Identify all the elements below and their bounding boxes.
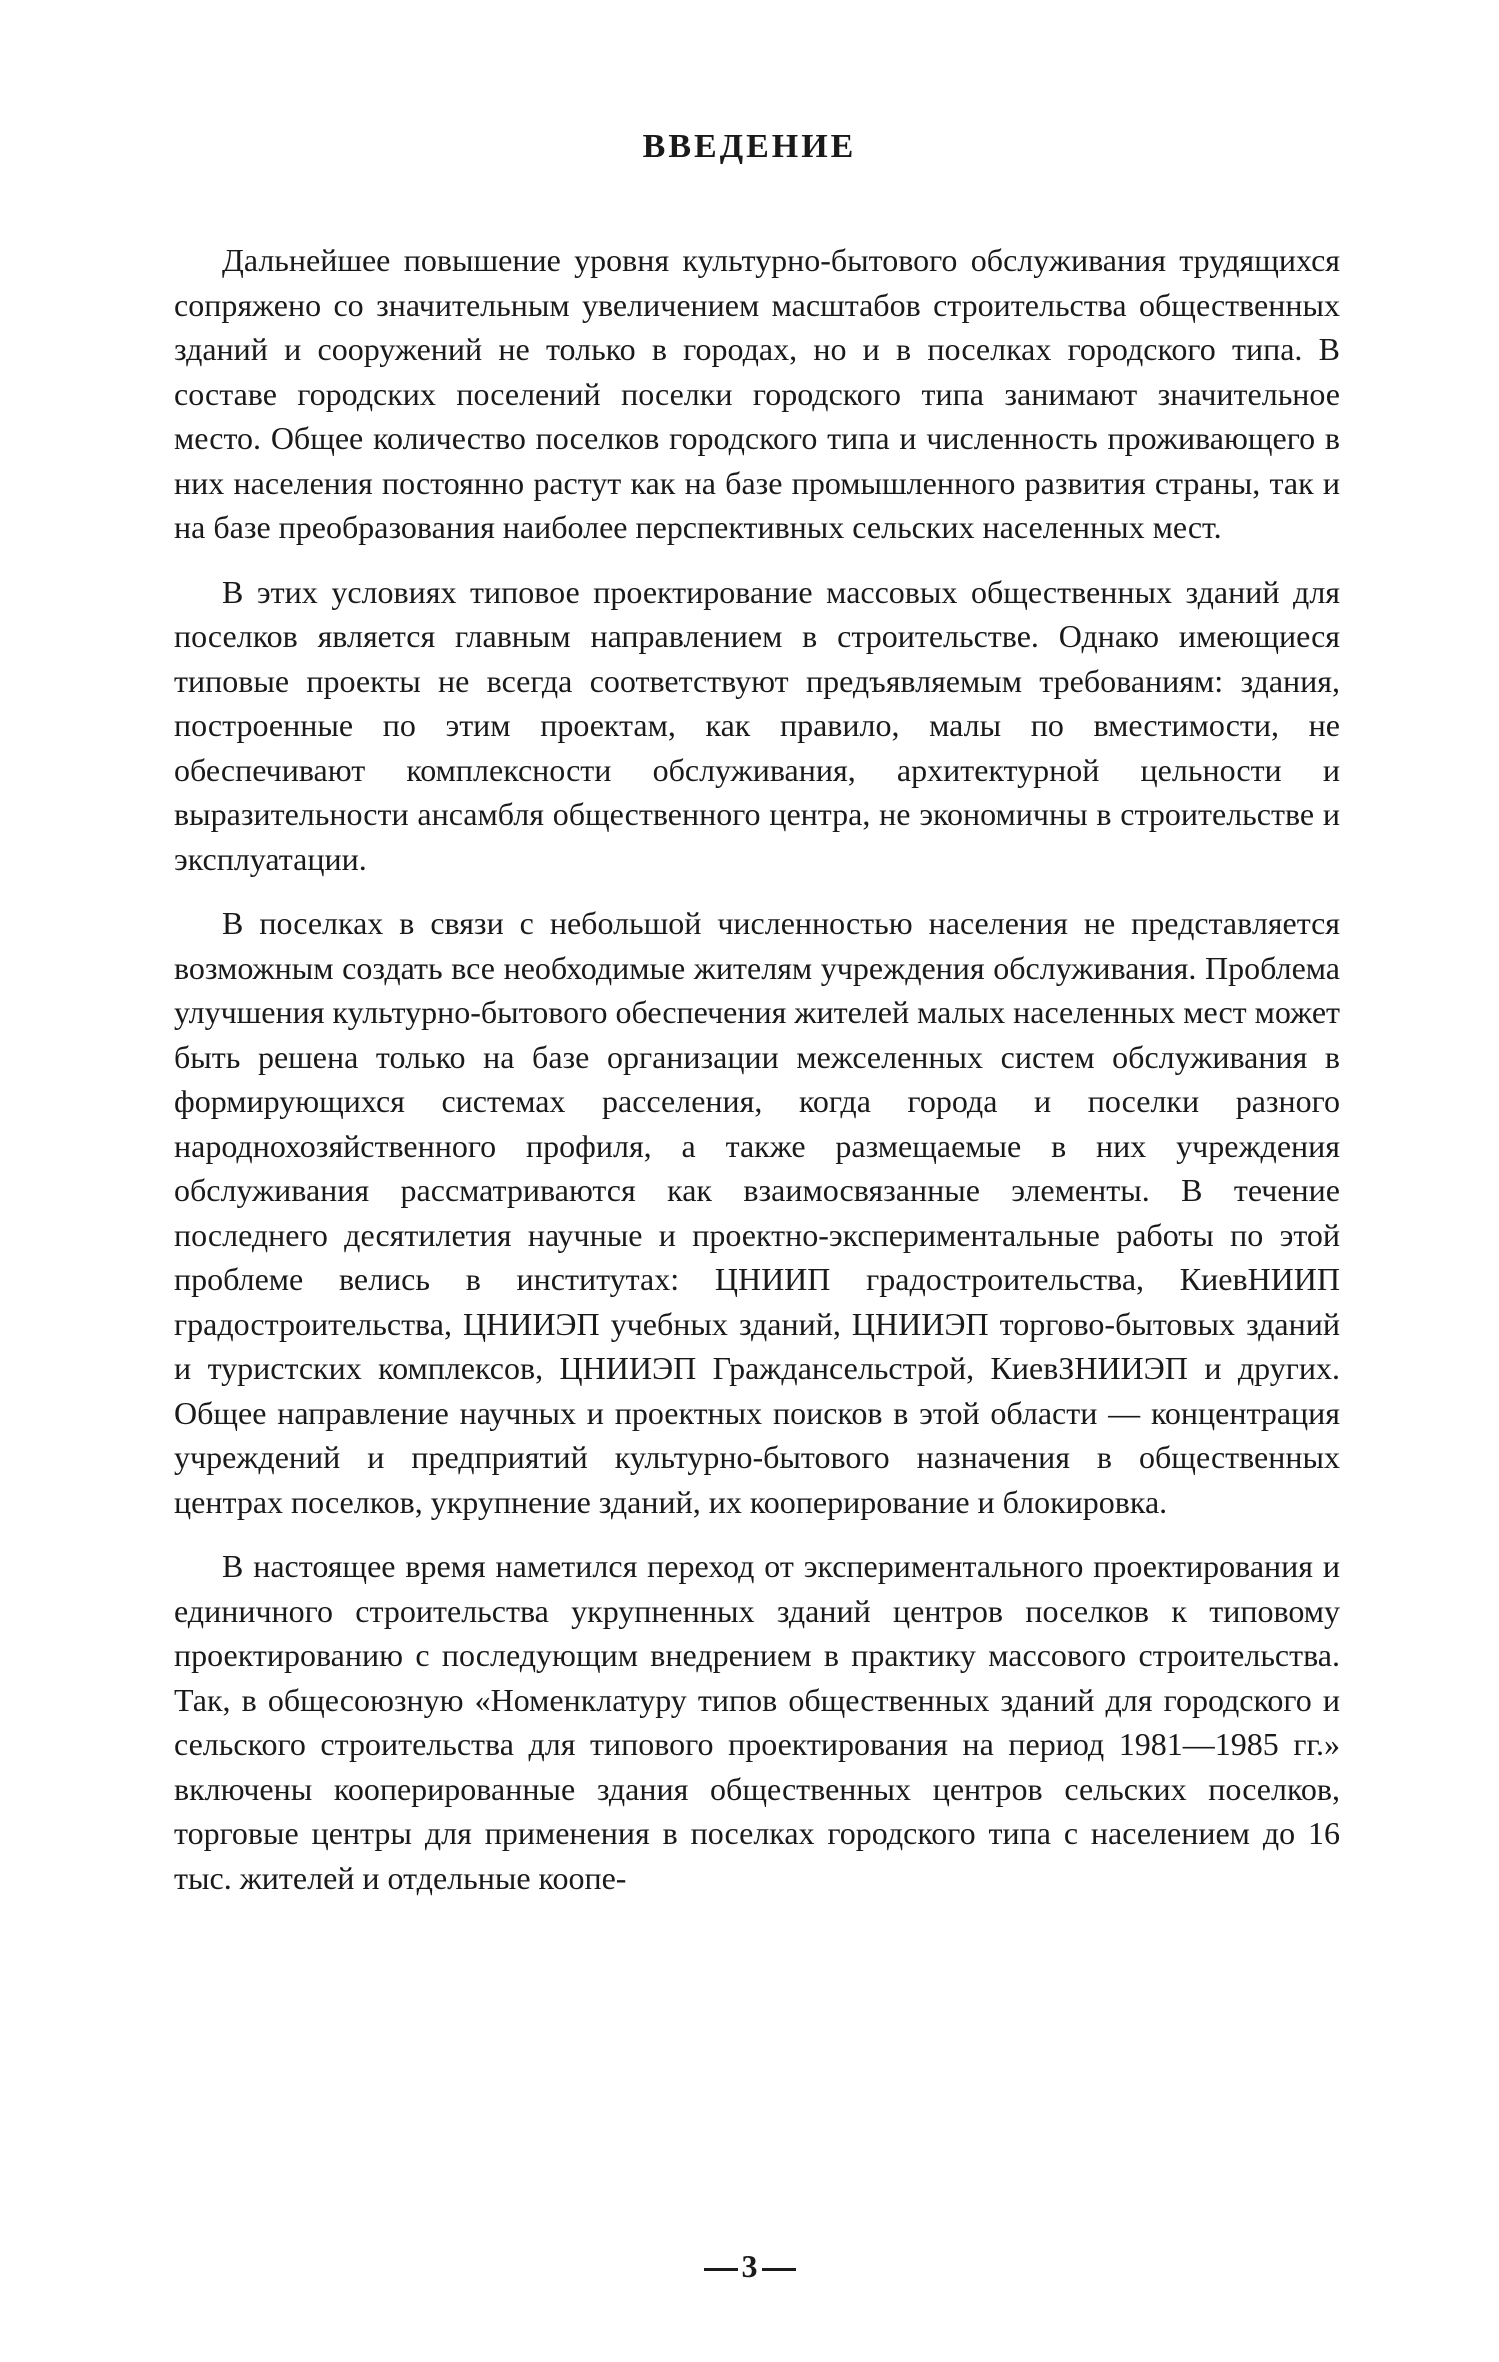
paragraph-1: Дальнейшее повышение уровня культурно-бытового обслуживания трудящихся сопряжено со значительным увеличением масштабов строительства общественных зданий и сооружений не только в городах, но и в поселках городского типа. В составе городских поселений поселки городского типа занимают значительное место. Общее количество поселков городского типа и численность проживающего в них населения постоянно растут как на базе промышленного развития страны, так и на базе преобразования наиболее перспективных сельских населенных мест. xyxy=(174,242,1340,545)
page-title: ВВЕДЕНИЕ xyxy=(642,128,857,165)
page-number-ornament-right xyxy=(762,2268,796,2271)
paragraph-4: В настоящее время наметился переход от экспериментального проектирования и единичного строительства укрупненных зданий центров поселков к типовому проектированию с последующим внедрением в практику массового строительства. Так, в общесоюзную «Номенклатуру типов общественных зданий для городского и сельского строительства для типового проектирования на период 1981—1985 гг.» включены кооперированные здания общественных центров сельских поселков, торговые центры для применения в поселках городского типа с населением до 16 тыс. жителей и отдельные коопе- xyxy=(174,1548,1340,1896)
page-number xyxy=(0,2248,1499,2285)
paragraph-3: В поселках в связи с небольшой численностью населения не представляется возможным создать все необходимые жителям учреждения обслуживания. Проблема улучшения культурно-бытового обеспечения жителей малых населенных мест может быть решена только на базе организации межселенных систем обслуживания в формирующихся системах расселения, когда города и поселки разного народнохозяйственного профиля, а также размещаемые в них учреждения обслуживания рассматриваются как взаимосвязанные элементы. В течение последнего десятилетия научные и проектно-экспериментальные работы по этой проблеме велись в институтах: ЦНИИП градостроительства, КиевНИИП градостроительства, ЦНИИЭП учебных зданий, ЦНИИЭП торгово-бытовых зданий и туристских комплексов, ЦНИИЭП Граждансельстрой, КиевЗНИИЭП и других. Общее направление научных и проектных поисков в этой области — концентрация учреждений и предприятий культурно-бытового назначения в общественных центрах поселков, укрупнение зданий, их кооперирование и блокировка. xyxy=(174,905,1340,1520)
paragraph-2: В этих условиях типовое проектирование массовых общественных зданий для поселков является главным направлением в строительстве. Однако имеющиеся типовые проекты не всегда соответствуют предъявляемым требованиям: здания, построенные по этим проектам, как правило, малы по вместимости, не обеспечивают комплексности обслуживания, архитектурной цельности и выразительности ансамбля общественного центра, не экономичны в строительстве и эксплуатации. xyxy=(174,573,1340,877)
page-number-value: 3 xyxy=(741,2248,758,2284)
body-text xyxy=(174,238,1340,1920)
page-number-ornament-left xyxy=(704,2268,738,2271)
